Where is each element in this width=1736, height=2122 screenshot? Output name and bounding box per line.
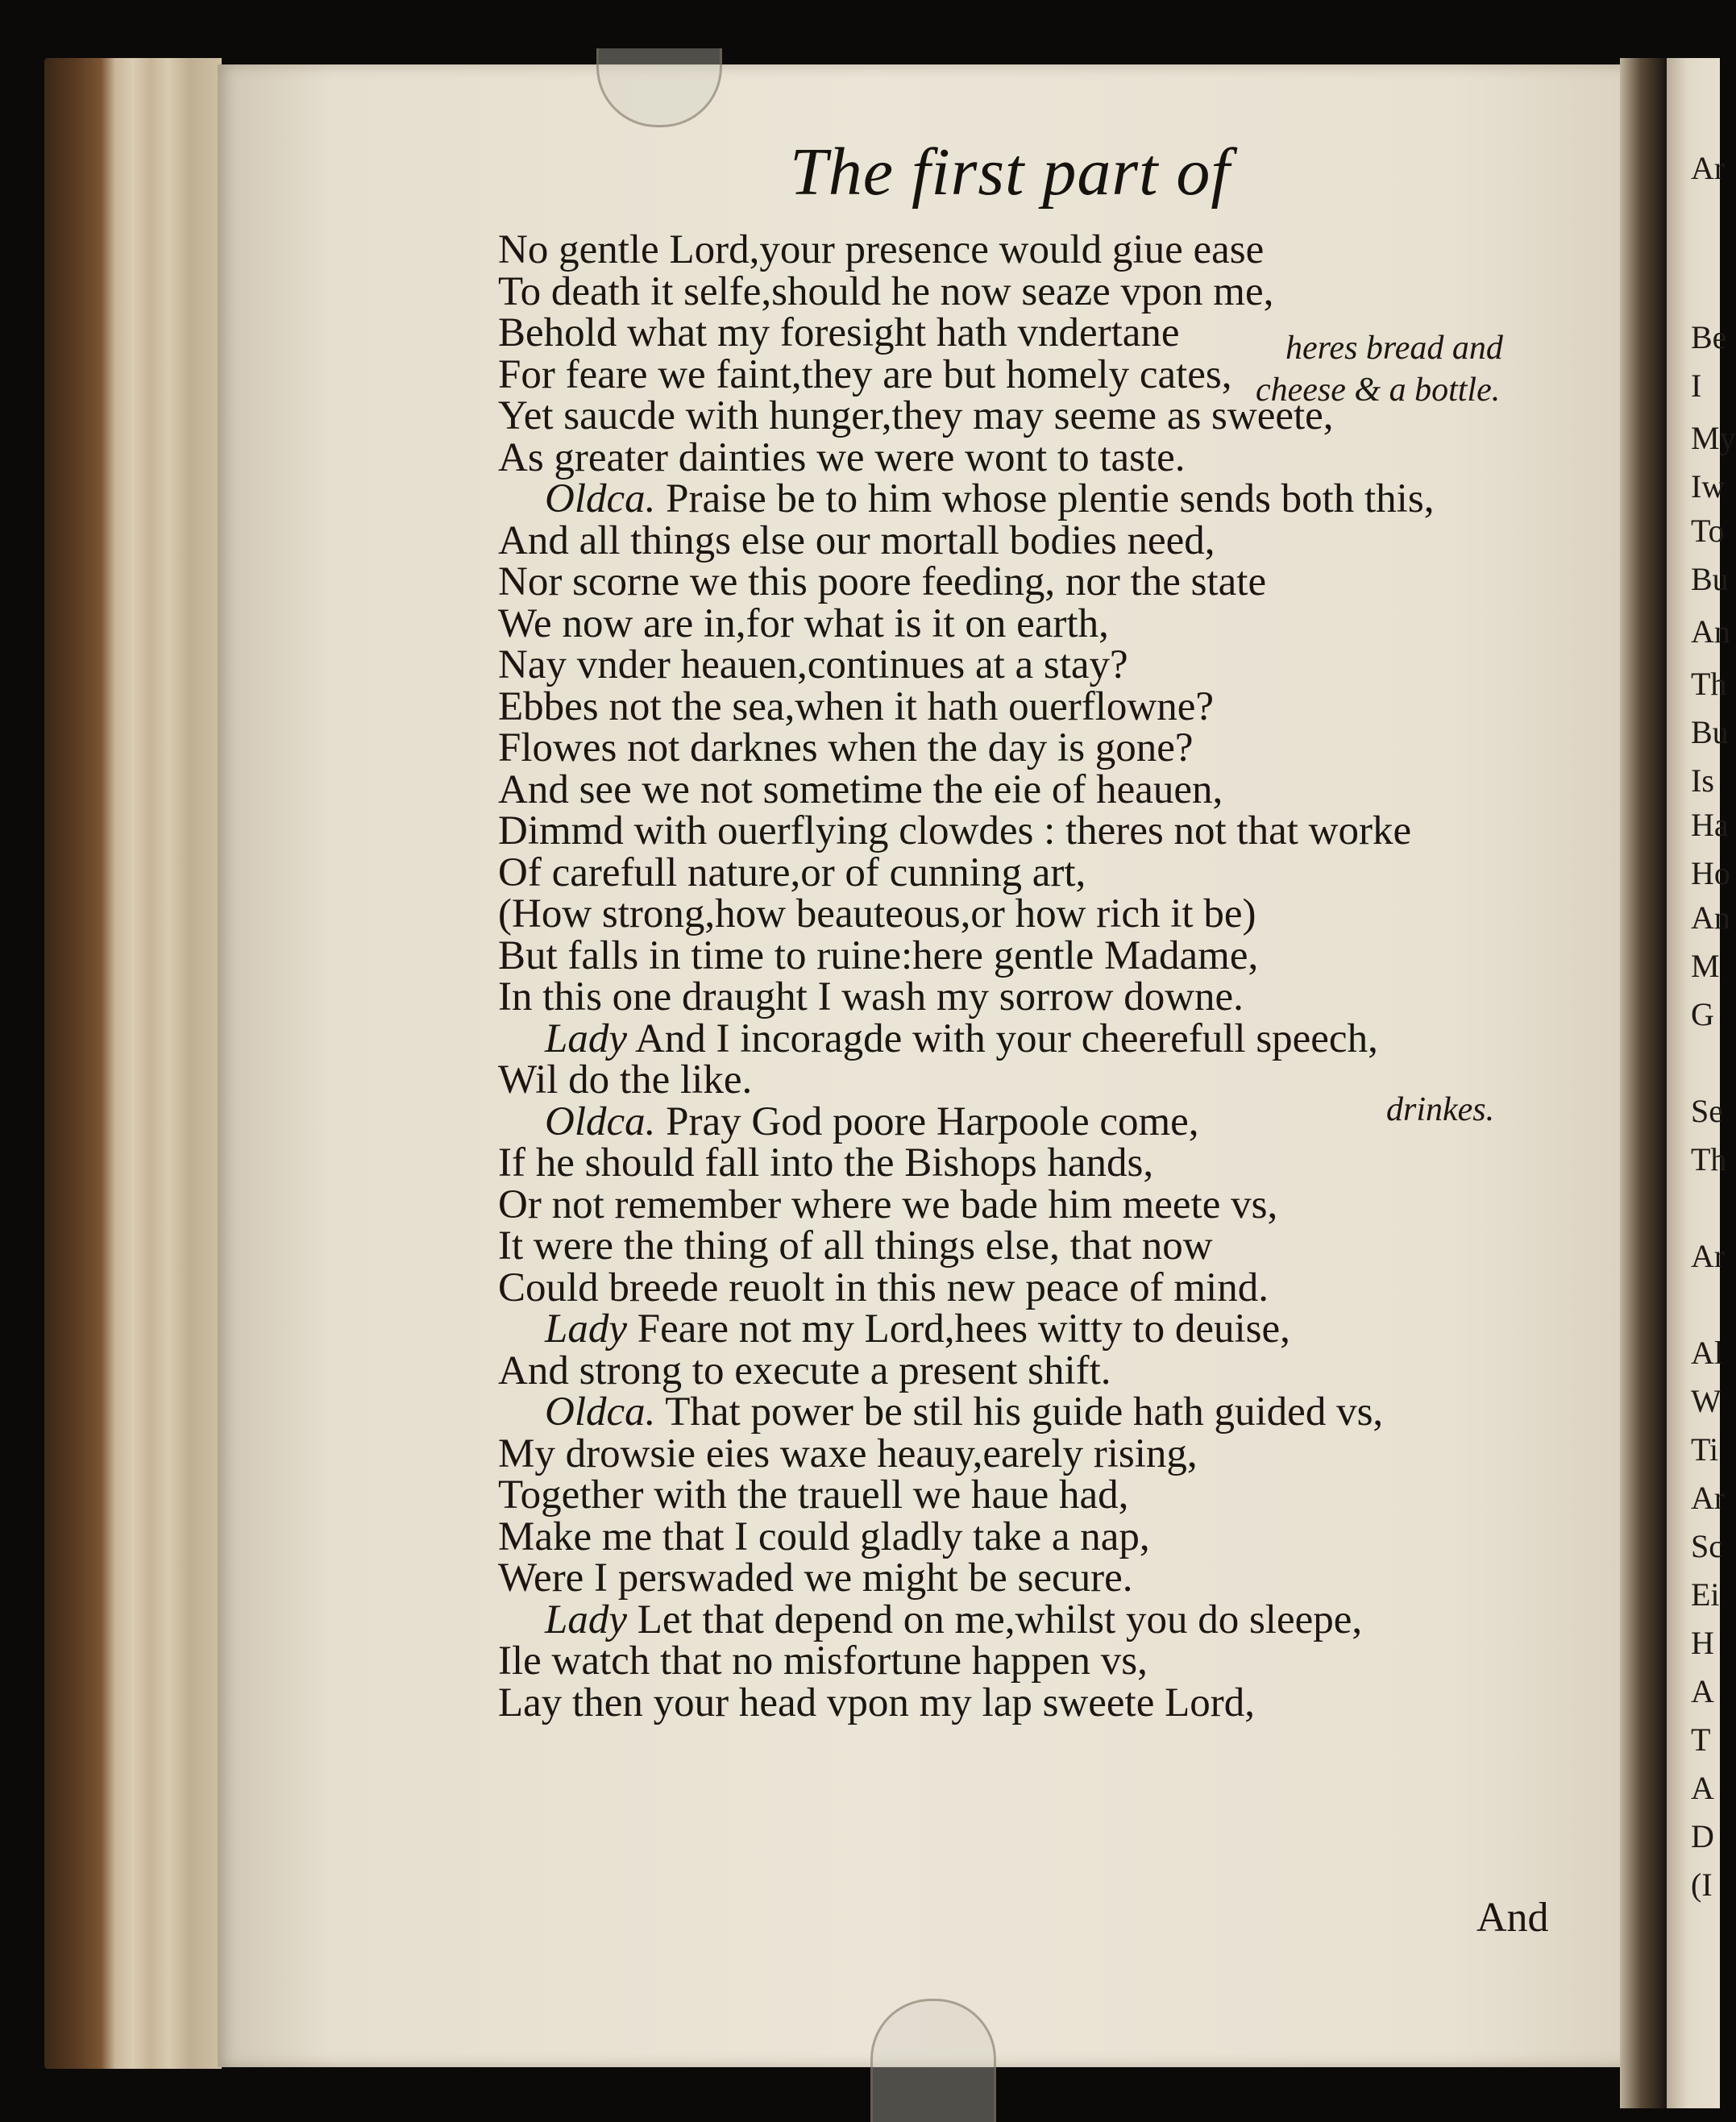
line-text: It were the thing of all things else, that now	[498, 1223, 1213, 1269]
speaker-name: Lady	[545, 1597, 627, 1642]
facing-page-fragment: Be	[1691, 319, 1727, 355]
line-text: Lay then your head vpon my lap sweete Lord,	[498, 1680, 1255, 1725]
line-text: That power be stil his guide hath guided vs,	[665, 1389, 1384, 1435]
line-text: Pray God poore Harpoole come,	[666, 1098, 1199, 1144]
text-line	[498, 434, 1570, 480]
text-line	[498, 974, 1570, 1019]
facing-page-fragment: Ti	[1691, 1431, 1719, 1468]
facing-page-fragment: Bu	[1691, 561, 1729, 597]
line-text: Behold what my foresight hath vndertane	[498, 310, 1180, 355]
text-line	[498, 1223, 1570, 1269]
line-text: Or not remember where we bade him meete vs,	[498, 1181, 1278, 1227]
text-line	[498, 476, 1570, 521]
facing-page-fragment: I	[1691, 368, 1702, 404]
stage-direction-bread: heres bread and	[1285, 330, 1503, 367]
facing-page-fragment: A	[1691, 1770, 1714, 1806]
stage-direction-drinkes: drinkes.	[1386, 1091, 1495, 1128]
facing-page-fragment: Th	[1691, 666, 1727, 702]
facing-page-fragment: Th	[1691, 1141, 1727, 1177]
text-line	[498, 1472, 1570, 1518]
facing-page-fragment: Is	[1691, 762, 1714, 799]
line-text: Could breede reuolt in this new peace of mind.	[498, 1264, 1269, 1310]
facing-page-fragment: Al	[1691, 1335, 1723, 1371]
line-text: Flowes not darknes when the day is gone?	[498, 725, 1194, 770]
line-text: Nay vnder heauen,continues at a stay?	[498, 642, 1128, 687]
facing-page-fragment: M	[1691, 948, 1720, 984]
line-text: Wil do the like.	[498, 1057, 753, 1103]
line-text: Ebbes not the sea,when it hath ouerflowne?	[498, 683, 1214, 729]
facing-page-fragment: An	[1691, 899, 1730, 936]
line-text: Feare not my Lord,hees witty to deuise,	[637, 1306, 1290, 1352]
facing-page-fragment: G	[1691, 996, 1714, 1032]
facing-page-fragment: H	[1691, 1625, 1714, 1661]
facing-page-fragment: Ei	[1691, 1576, 1720, 1613]
text-line	[498, 268, 1570, 314]
line-text: If he should fall into the Bishops hands,	[498, 1140, 1154, 1186]
facing-page-fragment: Iw	[1691, 468, 1726, 505]
line-text: Praise be to him whose plentie sends both this,	[666, 476, 1435, 521]
line-text: Together with the trauell we haue had,	[498, 1472, 1129, 1518]
text-line	[498, 1638, 1570, 1684]
line-text: And strong to execute a present shift.	[498, 1348, 1111, 1393]
line-text: Were I perswaded we might be secure.	[498, 1555, 1133, 1601]
line-text: Ile watch that no misfortune happen vs,	[498, 1638, 1148, 1684]
gutter-shadow	[1620, 58, 1667, 2108]
text-line	[498, 227, 1570, 272]
line-text: Dimmd with ouerflying clowdes : theres not that worke	[498, 808, 1412, 853]
speaker-name: Oldca.	[545, 1389, 656, 1435]
line-text: Make me that I could gladly take a nap,	[498, 1514, 1150, 1559]
line-text: And I incoragde with your cheerefull speech,	[634, 1015, 1378, 1061]
line-text: Of carefull nature,or of cunning art,	[498, 849, 1086, 895]
line-text: To death it selfe,should he now seaze vpon me,	[498, 268, 1274, 314]
catchword: And	[1476, 1895, 1549, 1941]
line-text: Let that depend on me,whilst you do sleepe,	[637, 1597, 1363, 1642]
facing-page-fragment: D	[1691, 1818, 1714, 1854]
text-line	[498, 559, 1570, 604]
facing-page-fragment: To	[1691, 513, 1725, 549]
text-line	[498, 766, 1570, 812]
running-title: The first part of	[790, 135, 1231, 210]
line-text: As greater dainties we were wont to taste.	[498, 434, 1186, 480]
line-text: Yet saucde with hunger,they may seeme as sweete,	[498, 393, 1334, 438]
text-line	[498, 1389, 1570, 1435]
text-line	[498, 849, 1570, 895]
facing-page-fragment: A	[1691, 1673, 1714, 1709]
line-text: But falls in time to ruine:here gentle Madame,	[498, 932, 1259, 978]
facing-page-edge	[1667, 58, 1736, 2108]
text-line	[498, 1264, 1570, 1310]
text-line	[498, 642, 1570, 687]
line-text: We now are in,for what is it on earth,	[498, 600, 1109, 646]
facing-page-fragment: Ar	[1691, 150, 1726, 186]
text-line	[498, 932, 1570, 978]
verse-text	[498, 227, 1570, 1725]
facing-page-fragment: Ha	[1691, 807, 1729, 843]
speaker-name: Oldca.	[545, 476, 656, 521]
facing-page-fragment: Bu	[1691, 714, 1729, 750]
facing-page-fragment: T	[1691, 1721, 1711, 1758]
text-line	[498, 517, 1570, 563]
speaker-name: Lady	[545, 1306, 627, 1352]
text-line	[498, 1181, 1570, 1227]
text-line	[498, 1015, 1570, 1061]
text-line	[498, 725, 1570, 770]
stage-direction-cheese: cheese & a bottle.	[1256, 372, 1501, 409]
text-line	[498, 1597, 1570, 1642]
line-text: In this one draught I wash my sorrow downe.	[498, 974, 1244, 1019]
facing-page-fragment: My	[1691, 420, 1736, 456]
page-edges-left	[44, 58, 222, 2069]
facing-page-fragment: Ar	[1691, 1238, 1726, 1274]
facing-page-fragment: An	[1691, 613, 1730, 650]
line-text: (How strong,how beauteous,or how rich it be)	[498, 891, 1256, 936]
facing-page-fragment: Ho	[1691, 855, 1730, 891]
line-text: And see we not sometime the eie of heauen,	[498, 766, 1223, 812]
text-line	[498, 808, 1570, 853]
text-line	[498, 891, 1570, 936]
line-text: For feare we faint,they are but homely cates,	[498, 351, 1232, 397]
text-line	[498, 1348, 1570, 1393]
speaker-name: Lady	[545, 1015, 627, 1061]
text-line	[498, 1514, 1570, 1559]
text-line	[498, 1431, 1570, 1476]
line-text: No gentle Lord,your presence would giue ease	[498, 227, 1265, 272]
line-text: And all things else our mortall bodies need,	[498, 517, 1215, 563]
text-line	[498, 600, 1570, 646]
text-line	[498, 1306, 1570, 1352]
facing-page-fragment: Ar	[1691, 1480, 1726, 1516]
text-line	[498, 1555, 1570, 1601]
facing-page-fragment: (I	[1691, 1867, 1713, 1903]
facing-page-fragment: W	[1691, 1383, 1721, 1419]
line-text: Nor scorne we this poore feeding, nor the state	[498, 559, 1267, 604]
text-line	[498, 1140, 1570, 1186]
text-line	[498, 1680, 1570, 1725]
facing-page-fragment: Se	[1691, 1093, 1723, 1129]
speaker-name: Oldca.	[545, 1098, 656, 1144]
bottom-clip	[870, 1999, 996, 2122]
text-line	[498, 683, 1570, 729]
line-text: My drowsie eies waxe heauy,earely rising,	[498, 1431, 1198, 1476]
facing-page-fragment: Sc	[1691, 1528, 1723, 1564]
